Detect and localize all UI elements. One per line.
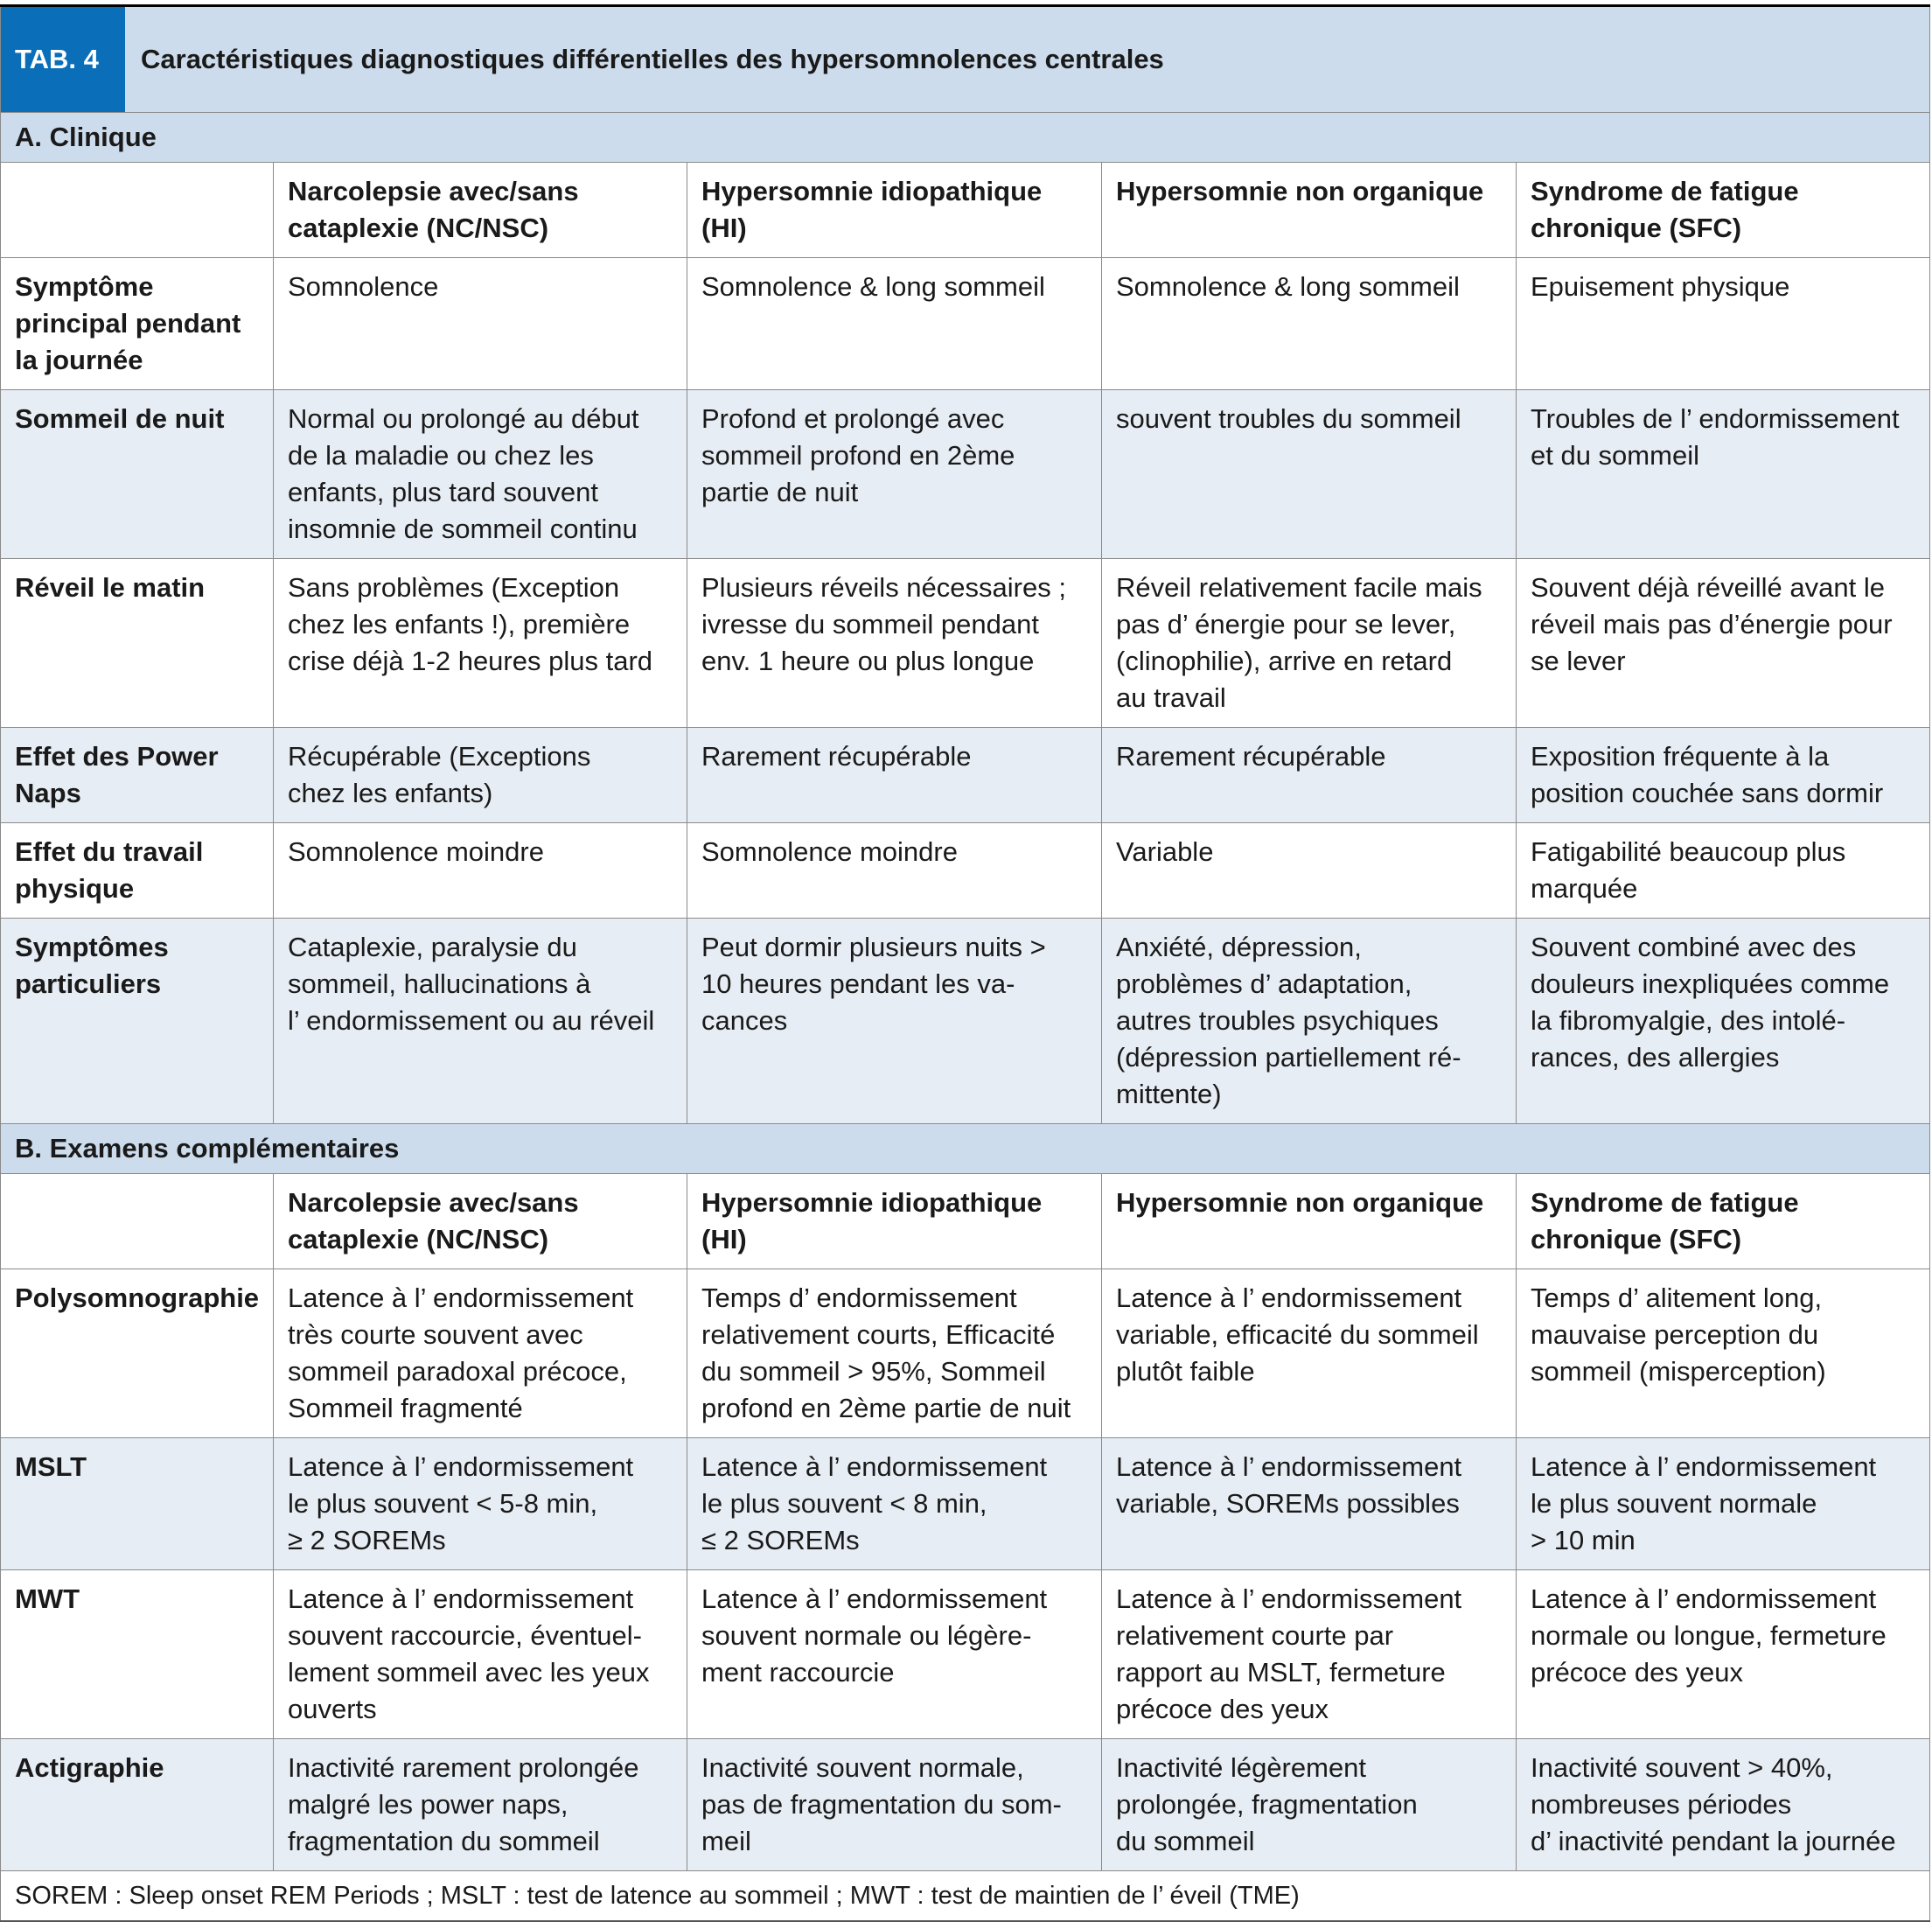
table-cell: Somnolence & long sommeil bbox=[1102, 258, 1517, 390]
column-header: Hypersomnie non organique bbox=[1102, 1174, 1517, 1269]
table-cell: Somnolence bbox=[274, 258, 687, 390]
table-row bbox=[1, 1570, 1930, 1739]
table-cell: Rarement récupérable bbox=[687, 728, 1102, 823]
column-header bbox=[1, 163, 274, 258]
table-cell: Fatigabilité beaucoup plus marquée bbox=[1517, 823, 1930, 919]
table-cell: Sans problèmes (Exception chez les enfants !), première crise déjà 1-2 heures plus tard bbox=[274, 559, 687, 728]
table-cell: Réveil relativement facile mais pas d’ énergie pour se lever, (clinophilie), arrive en retard au travail bbox=[1102, 559, 1517, 728]
table-cell: Variable bbox=[1102, 823, 1517, 919]
row-label: Polysomnographie bbox=[1, 1269, 274, 1438]
row-label: Effet des Power Naps bbox=[1, 728, 274, 823]
table-cell: Somnolence moindre bbox=[274, 823, 687, 919]
table-cell: Souvent combiné avec des douleurs inexpliquées comme la fibromyalgie, des intolé- rances, des allergies bbox=[1517, 919, 1930, 1124]
table-cell: Somnolence moindre bbox=[687, 823, 1102, 919]
column-header bbox=[1, 1174, 274, 1269]
table-cell: Souvent déjà réveillé avant le réveil mais pas d’énergie pour se lever bbox=[1517, 559, 1930, 728]
table-cell: Anxiété, dépression, problèmes d’ adaptation, autres troubles psychiques (dépression partiellement ré- mittente) bbox=[1102, 919, 1517, 1124]
column-header: Hypersomnie idiopathique (HI) bbox=[687, 163, 1102, 258]
section-examens bbox=[1, 1124, 1930, 1174]
table-row bbox=[1, 1739, 1930, 1871]
row-label: MSLT bbox=[1, 1438, 274, 1570]
footnote: SOREM : Sleep onset REM Periods ; MSLT : test de latence au sommeil ; MWT : test de maintien de l’ éveil (TME) bbox=[1, 1871, 1930, 1922]
table-cell: Troubles de l’ endormissement et du sommeil bbox=[1517, 390, 1930, 559]
column-header: Syndrome de fatigue chronique (SFC) bbox=[1517, 1174, 1930, 1269]
table-row bbox=[1, 1438, 1930, 1570]
table-row bbox=[1, 390, 1930, 559]
row-label: Sommeil de nuit bbox=[1, 390, 274, 559]
column-header: Syndrome de fatigue chronique (SFC) bbox=[1517, 163, 1930, 258]
column-header: Hypersomnie idiopathique (HI) bbox=[687, 1174, 1102, 1269]
table-cell: Peut dormir plusieurs nuits > 10 heures pendant les va- cances bbox=[687, 919, 1102, 1124]
row-label: Symptôme principal pendant la journée bbox=[1, 258, 274, 390]
table-cell: Exposition fréquente à la position couchée sans dormir bbox=[1517, 728, 1930, 823]
table-cell: Plusieurs réveils nécessaires ; ivresse du sommeil pendant env. 1 heure ou plus longue bbox=[687, 559, 1102, 728]
table-cell: Latence à l’ endormissement souvent raccourcie, éventuel- lement sommeil avec les yeux ouverts bbox=[274, 1570, 687, 1739]
table-cell: Inactivité rarement prolongée malgré les power naps, fragmentation du sommeil bbox=[274, 1739, 687, 1871]
table-row bbox=[1, 559, 1930, 728]
table-cell: Profond et prolongé avec sommeil profond en 2ème partie de nuit bbox=[687, 390, 1102, 559]
table-cell: Epuisement physique bbox=[1517, 258, 1930, 390]
table-title-row bbox=[1, 6, 1930, 113]
table-row bbox=[1, 258, 1930, 390]
column-header-row bbox=[1, 163, 1930, 258]
table-row bbox=[1, 728, 1930, 823]
row-label: Actigraphie bbox=[1, 1739, 274, 1871]
table-cell: Latence à l’ endormissement le plus souvent normale > 10 min bbox=[1517, 1438, 1930, 1570]
table-cell: Latence à l’ endormissement variable, efficacité du sommeil plutôt faible bbox=[1102, 1269, 1517, 1438]
table-cell: Rarement récupérable bbox=[1102, 728, 1517, 823]
row-label: Effet du travail physique bbox=[1, 823, 274, 919]
table-cell: Cataplexie, paralysie du sommeil, hallucinations à l’ endormissement ou au réveil bbox=[274, 919, 687, 1124]
diagnostic-table bbox=[0, 4, 1930, 1922]
footnote-row bbox=[1, 1871, 1930, 1922]
table-cell: Latence à l’ endormissement souvent normale ou légère- ment raccourcie bbox=[687, 1570, 1102, 1739]
column-header: Narcolepsie avec/sans cataplexie (NC/NSC) bbox=[274, 163, 687, 258]
table-row bbox=[1, 919, 1930, 1124]
table-cell: Inactivité souvent normale, pas de fragmentation du som- meil bbox=[687, 1739, 1102, 1871]
table-number: TAB. 4 bbox=[1, 7, 125, 112]
table-cell: souvent troubles du sommeil bbox=[1102, 390, 1517, 559]
table-cell: Latence à l’ endormissement très courte souvent avec sommeil paradoxal précoce, Sommeil fragmenté bbox=[274, 1269, 687, 1438]
table-cell: Récupérable (Exceptions chez les enfants) bbox=[274, 728, 687, 823]
section-heading: B. Examens complémentaires bbox=[1, 1124, 1930, 1174]
table-cell: Somnolence & long sommeil bbox=[687, 258, 1102, 390]
row-label: Symptômes particuliers bbox=[1, 919, 274, 1124]
table-cell: Inactivité légèrement prolongée, fragmentation du sommeil bbox=[1102, 1739, 1517, 1871]
row-label: Réveil le matin bbox=[1, 559, 274, 728]
table-cell: Latence à l’ endormissement le plus souvent < 5-8 min, ≥ 2 SOREMs bbox=[274, 1438, 687, 1570]
table-cell: Temps d’ alitement long, mauvaise perception du sommeil (misperception) bbox=[1517, 1269, 1930, 1438]
table-cell: Latence à l’ endormissement le plus souvent < 8 min, ≤ 2 SOREMs bbox=[687, 1438, 1102, 1570]
row-label: MWT bbox=[1, 1570, 274, 1739]
section-heading: A. Clinique bbox=[1, 113, 1930, 163]
table-cell: Temps d’ endormissement relativement courts, Efficacité du sommeil > 95%, Sommeil profond en 2ème partie de nuit bbox=[687, 1269, 1102, 1438]
table-cell: Inactivité souvent > 40%, nombreuses périodes d’ inactivité pendant la journée bbox=[1517, 1739, 1930, 1871]
table-cell: Latence à l’ endormissement normale ou longue, fermeture précoce des yeux bbox=[1517, 1570, 1930, 1739]
table-title: Caractéristiques diagnostiques différentielles des hypersomnolences centrales bbox=[141, 44, 1164, 74]
column-header-row bbox=[1, 1174, 1930, 1269]
table-row bbox=[1, 1269, 1930, 1438]
column-header: Hypersomnie non organique bbox=[1102, 163, 1517, 258]
column-header: Narcolepsie avec/sans cataplexie (NC/NSC) bbox=[274, 1174, 687, 1269]
table-cell: Latence à l’ endormissement relativement courte par rapport au MSLT, fermeture précoce des yeux bbox=[1102, 1570, 1517, 1739]
table-cell: Latence à l’ endormissement variable, SOREMs possibles bbox=[1102, 1438, 1517, 1570]
section-clinique bbox=[1, 113, 1930, 163]
table-row bbox=[1, 823, 1930, 919]
table-cell: Normal ou prolongé au début de la maladie ou chez les enfants, plus tard souvent insomnie de sommeil continu bbox=[274, 390, 687, 559]
